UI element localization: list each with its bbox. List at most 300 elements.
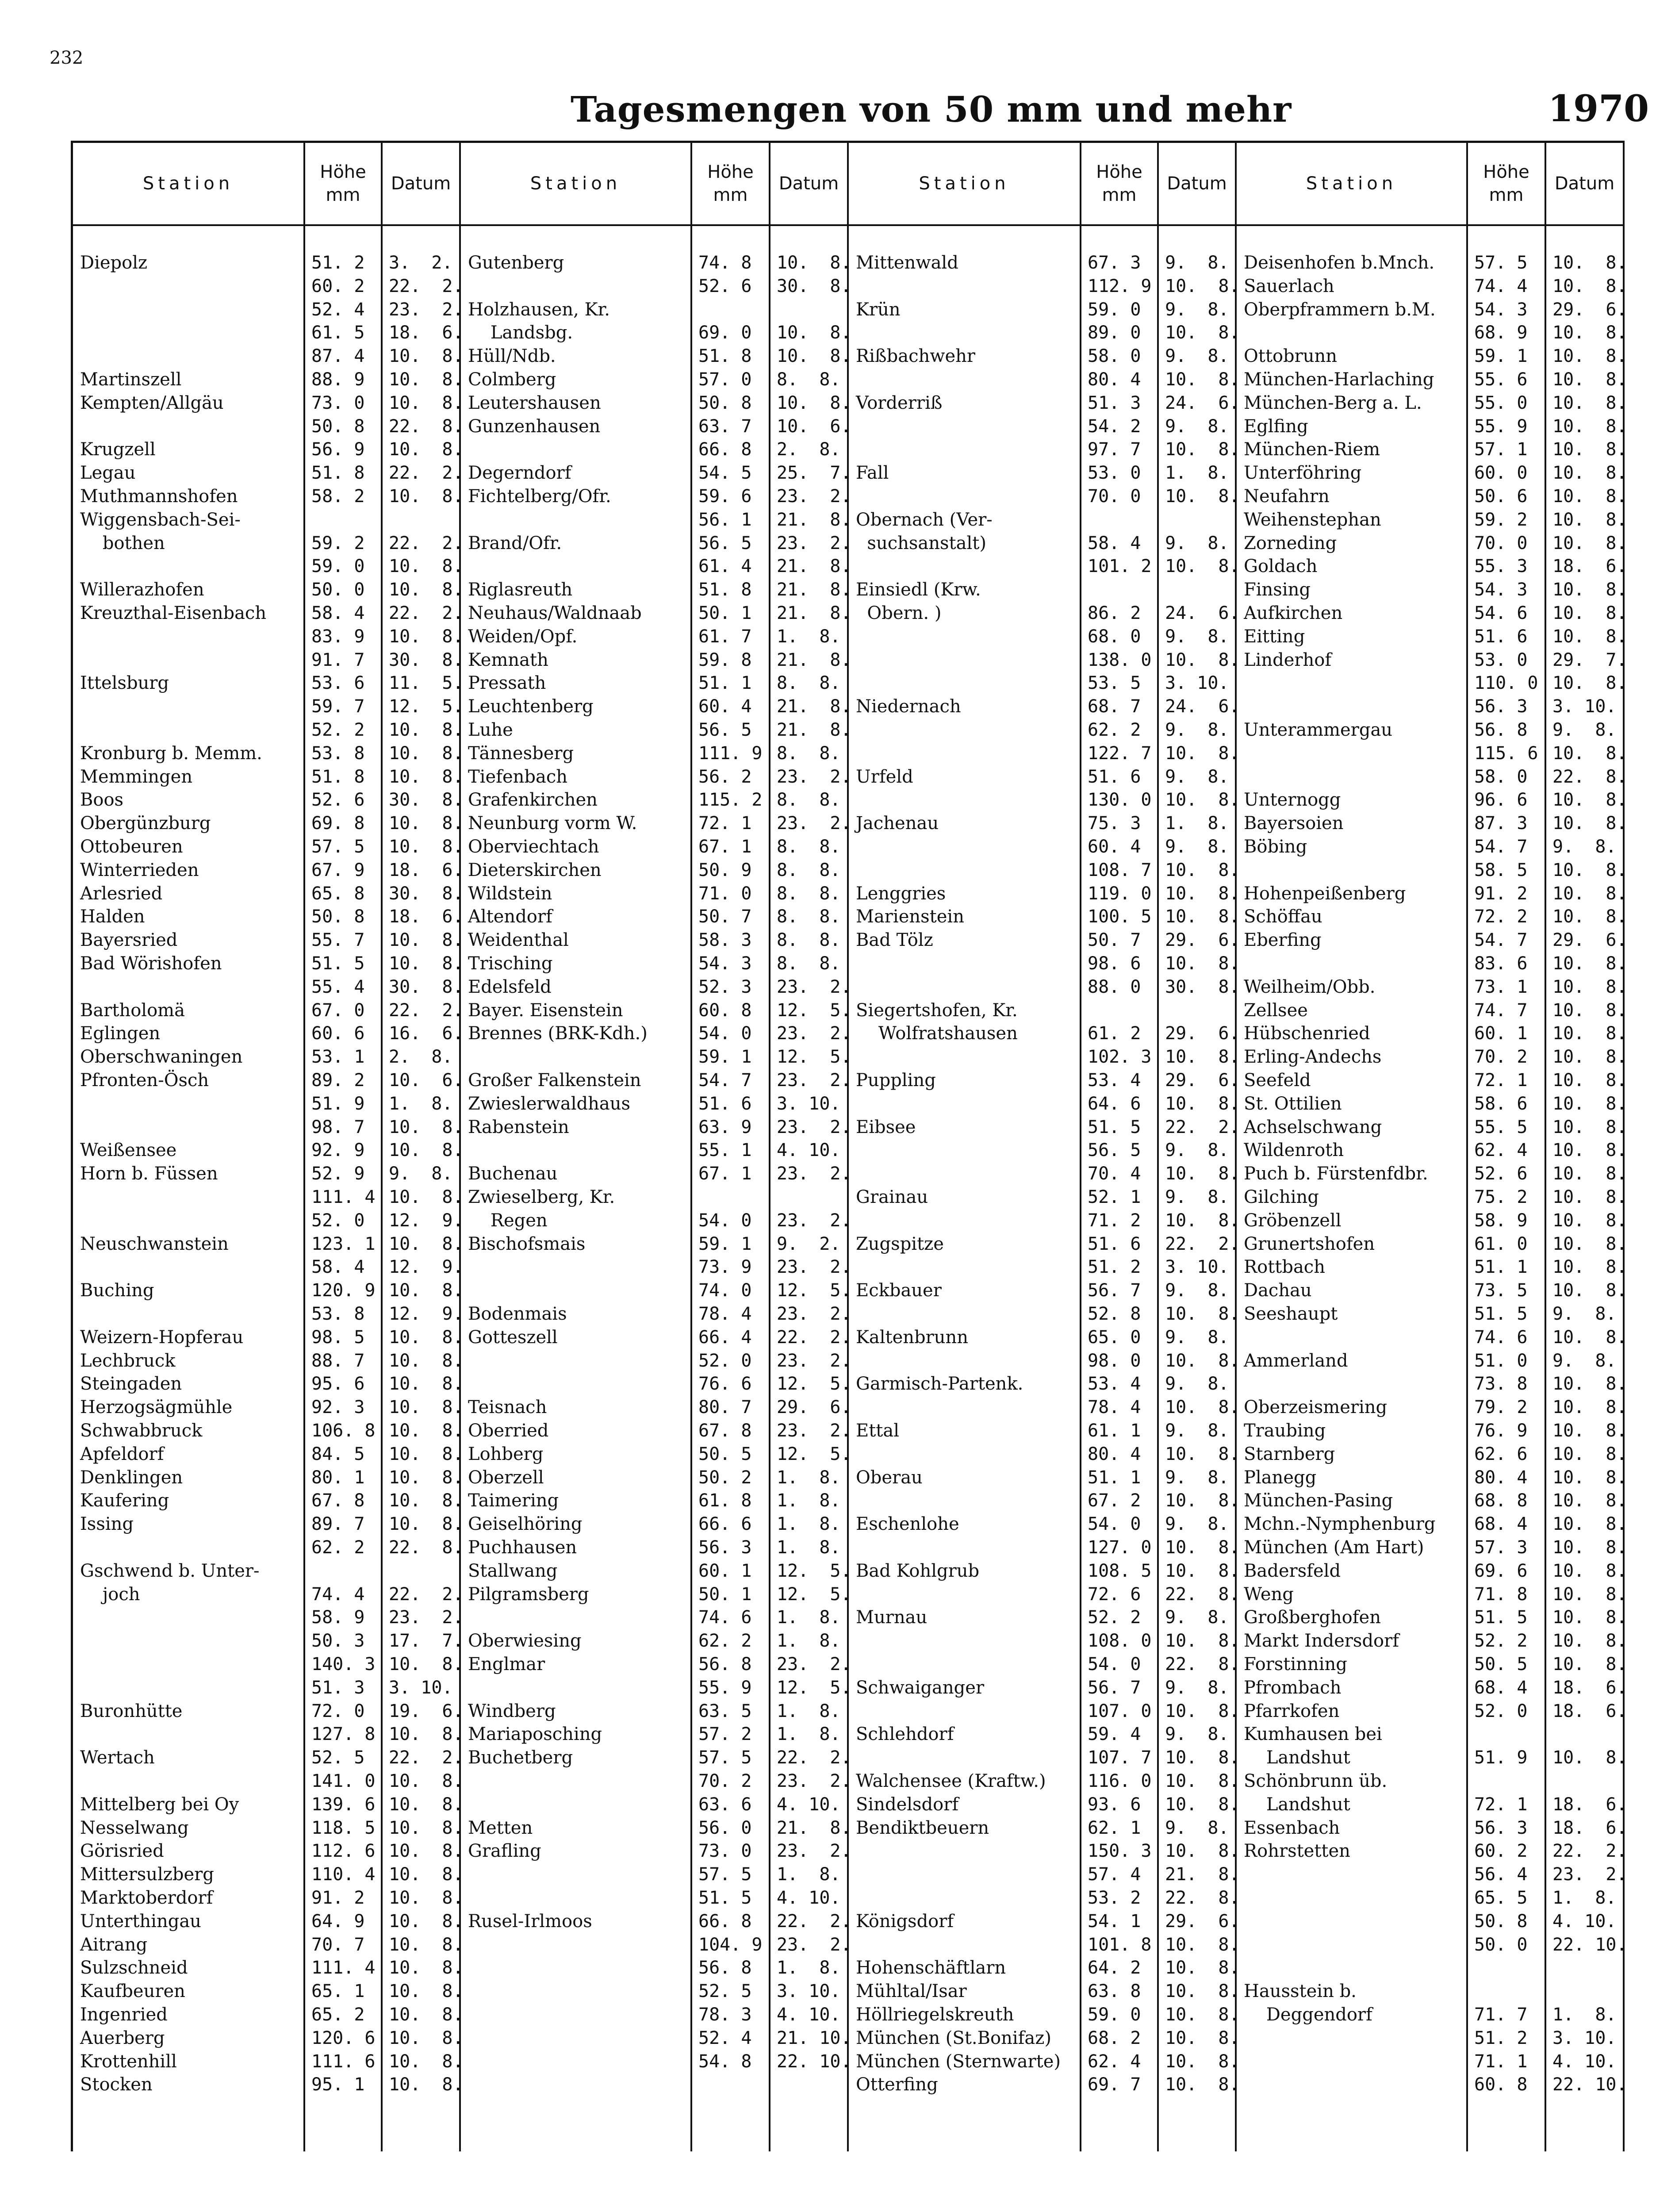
- hoehe-value: 74. 8: [698, 253, 752, 273]
- station-name: Boos: [80, 790, 124, 810]
- hoehe-value: 61. 4: [698, 556, 752, 577]
- datum-value: 10. 8.: [1165, 1981, 1240, 2002]
- datum-value: 3. 10.: [1552, 2028, 1617, 2048]
- datum-value: 8. 8.: [777, 860, 841, 880]
- station-name: Oberwiesing: [468, 1631, 582, 1651]
- station-name: Grafling: [468, 1841, 541, 1862]
- datum-value: 10. 8.: [1165, 2051, 1240, 2072]
- hoehe-value: 122. 7: [1088, 743, 1152, 764]
- station-name: Kempten/Allgäu: [80, 392, 224, 413]
- station-name: Diepolz: [80, 253, 148, 273]
- datum-value: 24. 6.: [1165, 696, 1240, 717]
- datum-value: 10. 8.: [1552, 743, 1627, 764]
- station-name: Otterfing: [856, 2074, 938, 2095]
- station-name: Eglfing: [1244, 416, 1308, 437]
- datum-value: 8. 8.: [777, 930, 841, 951]
- station-name: Wiggensbach-Sei-: [80, 509, 241, 530]
- hoehe-value: 61. 0: [1474, 1233, 1528, 1254]
- station-name: Einsiedl (Krw.: [856, 580, 981, 600]
- datum-value: 10. 8.: [1165, 276, 1240, 296]
- hoehe-value: 55. 4: [311, 976, 365, 997]
- hoehe-value: 54. 1: [1088, 1911, 1141, 1932]
- hoehe-value: 111. 4: [311, 1187, 376, 1207]
- station-name: Pfrombach: [1244, 1677, 1342, 1698]
- station-name: Arlesried: [80, 883, 163, 904]
- datum-value: 9. 8.: [1165, 299, 1229, 320]
- station-name: Schlehdorf: [856, 1724, 954, 1745]
- datum-value: 3. 10.: [1165, 673, 1229, 694]
- hoehe-value: 51. 9: [1474, 1747, 1528, 1768]
- hoehe-value: 52. 3: [698, 976, 752, 997]
- header-hoehe: [305, 143, 381, 224]
- hoehe-value: 73. 9: [698, 1257, 752, 1278]
- header-hoehe-text: Höhe: [707, 162, 754, 182]
- datum-value: 9. 8.: [1165, 346, 1229, 367]
- hoehe-value: 56. 8: [698, 1958, 752, 1978]
- station-name: Deggendorf: [1244, 2005, 1372, 2025]
- hoehe-value: 56. 8: [698, 1654, 752, 1674]
- datum-value: 22. 8.: [1165, 1888, 1240, 1908]
- datum-value: 22. 2.: [389, 533, 464, 553]
- station-name: Seefeld: [1244, 1070, 1311, 1091]
- datum-value: 22. 10.: [1552, 2074, 1627, 2095]
- datum-value: 10. 8.: [1552, 1047, 1627, 1068]
- datum-value: 10. 8.: [1552, 346, 1627, 367]
- station-name: Lohberg: [468, 1444, 544, 1464]
- datum-value: 10. 8.: [1165, 790, 1240, 810]
- hoehe-value: 51. 8: [311, 463, 365, 484]
- datum-value: 10. 8.: [389, 1187, 464, 1207]
- datum-value: 10. 8.: [389, 1327, 464, 1348]
- hoehe-value: 51. 5: [311, 953, 365, 974]
- datum-value: 10. 8.: [389, 1421, 464, 1441]
- datum-value: 10. 8.: [389, 1981, 464, 2002]
- station-name: Böbing: [1244, 837, 1307, 857]
- hoehe-value: 62. 2: [311, 1537, 365, 1558]
- datum-value: 10. 8.: [1165, 1490, 1240, 1511]
- station-name: München-Pasing: [1244, 1490, 1393, 1511]
- hoehe-value: 65. 5: [1474, 1888, 1528, 1908]
- datum-value: 10. 8.: [389, 556, 464, 577]
- datum-value: 10. 8.: [389, 2028, 464, 2048]
- datum-value: 10. 8.: [1552, 253, 1627, 273]
- datum-value: 4. 10.: [777, 1140, 841, 1161]
- datum-value: 10. 8.: [1552, 1070, 1627, 1091]
- hoehe-value: 59. 7: [311, 696, 365, 717]
- hoehe-value: 63. 8: [1088, 1981, 1141, 2002]
- datum-value: 10. 8.: [777, 253, 851, 273]
- datum-value: 10. 8.: [1165, 1350, 1240, 1371]
- datum-value: 18. 6.: [1552, 1677, 1627, 1698]
- datum-value: 22. 2.: [777, 1911, 851, 1932]
- hoehe-value: 70. 2: [698, 1771, 752, 1791]
- hoehe-value: 138. 0: [1088, 649, 1152, 670]
- datum-value: 10. 8.: [389, 1817, 464, 1838]
- hoehe-value: 59. 1: [1474, 346, 1528, 367]
- datum-value: 23. 2.: [777, 1421, 851, 1441]
- station-name: Walchensee (Kraftw.): [856, 1771, 1046, 1791]
- station-name: Weng: [1244, 1584, 1294, 1605]
- datum-value: 9. 8.: [1552, 1350, 1617, 1371]
- datum-value: 10. 8.: [1165, 1841, 1240, 1862]
- hoehe-value: 56. 3: [1474, 696, 1528, 717]
- station-name: Oberzeismering: [1244, 1397, 1388, 1418]
- station-name: Willerazhofen: [80, 580, 204, 600]
- hoehe-value: 67. 1: [698, 837, 752, 857]
- hoehe-value: 116. 0: [1088, 1771, 1152, 1791]
- hoehe-value: 65. 1: [311, 1981, 365, 2002]
- hoehe-value: 55. 5: [1474, 1117, 1528, 1137]
- station-name: München-Harlaching: [1244, 369, 1434, 390]
- hoehe-value: 66. 8: [698, 1911, 752, 1932]
- datum-value: 23. 2.: [777, 1654, 851, 1674]
- datum-value: 10. 8.: [1552, 1374, 1627, 1394]
- datum-value: 3. 10.: [777, 1093, 841, 1114]
- station-name: Pilgramsberg: [468, 1584, 589, 1605]
- hoehe-value: 50. 3: [311, 1631, 365, 1651]
- hoehe-value: 80. 4: [1474, 1467, 1528, 1488]
- hoehe-value: 57. 0: [698, 369, 752, 390]
- datum-value: 10. 8.: [1552, 580, 1627, 600]
- station-name: Buronhütte: [80, 1701, 183, 1721]
- station-name: Buchenau: [468, 1164, 558, 1184]
- hoehe-value: 62. 2: [698, 1631, 752, 1651]
- hoehe-value: 52. 6: [698, 276, 752, 296]
- hoehe-value: 58. 6: [1474, 1093, 1528, 1114]
- hoehe-value: 55. 9: [698, 1677, 752, 1698]
- datum-value: 10. 8.: [1552, 1327, 1627, 1348]
- hoehe-value: 51. 2: [1088, 1257, 1141, 1278]
- datum-value: [1552, 1770, 1563, 1793]
- datum-value: 10. 8.: [1552, 1140, 1627, 1161]
- datum-value: [1552, 1980, 1563, 2003]
- hoehe-value: 107. 0: [1088, 1701, 1152, 1721]
- datum-value: 8. 8.: [777, 673, 841, 694]
- datum-value: 10. 8.: [1165, 1934, 1240, 1955]
- hoehe-value: 62. 6: [1474, 1444, 1528, 1464]
- hoehe-value: 68. 2: [1088, 2028, 1141, 2048]
- station-name: Bayersried: [80, 930, 178, 951]
- datum-value: 10. 8.: [1165, 1771, 1240, 1791]
- hoehe-value: 73. 8: [1474, 1374, 1528, 1394]
- hoehe-value: 57. 5: [698, 1864, 752, 1885]
- datum-value: 22. 8.: [389, 416, 464, 437]
- datum-value: 10. 8.: [777, 392, 851, 413]
- datum-value: 10. 8.: [1552, 1631, 1627, 1651]
- station-name: Eckbauer: [856, 1280, 942, 1301]
- station-name: Dieterskirchen: [468, 860, 602, 880]
- datum-value: 17. 7.: [389, 1631, 464, 1651]
- datum-value: [389, 1559, 399, 1582]
- station-name: Lenggries: [856, 883, 946, 904]
- datum-value: 10. 8.: [1552, 1000, 1627, 1021]
- datum-value: 10. 8.: [1165, 1560, 1240, 1581]
- hoehe-value: 56. 7: [1088, 1677, 1141, 1698]
- station-name: Erling-Andechs: [1244, 1047, 1382, 1068]
- header-hoehe-text: mm: [1102, 185, 1137, 205]
- hoehe-value: 130. 0: [1088, 790, 1152, 810]
- datum-value: 9. 8.: [1165, 1327, 1229, 1348]
- station-name: Lechbruck: [80, 1350, 176, 1371]
- datum-value: 19. 6.: [389, 1701, 464, 1721]
- datum-value: 12. 5.: [777, 1584, 851, 1605]
- datum-value: 10. 8.: [1165, 1397, 1240, 1418]
- hoehe-value: 51. 8: [698, 346, 752, 367]
- station-name: Leuchtenberg: [468, 696, 594, 717]
- hoehe-value: 57. 5: [698, 1747, 752, 1768]
- datum-value: 4. 10.: [777, 1794, 841, 1815]
- datum-value: 8. 8.: [777, 743, 841, 764]
- datum-value: 29. 6.: [1552, 930, 1627, 951]
- hoehe-value: 87. 4: [311, 346, 365, 367]
- station-name: Hübschenried: [1244, 1023, 1370, 1044]
- station-name: Linderhof: [1244, 649, 1332, 670]
- hoehe-value: 140. 3: [311, 1654, 376, 1674]
- datum-value: 9. 8.: [1165, 720, 1229, 740]
- hoehe-value: 51. 5: [1088, 1117, 1141, 1137]
- datum-value: 10. 8.: [1165, 1747, 1240, 1768]
- datum-value: 10. 8.: [1165, 1093, 1240, 1114]
- station-name: Bad Wörishofen: [80, 953, 222, 974]
- station-name: Landsbg.: [468, 323, 573, 343]
- datum-value: 9. 8.: [1165, 1421, 1229, 1441]
- datum-value: 3. 10.: [1165, 1257, 1229, 1278]
- hoehe-value: 51. 8: [698, 580, 752, 600]
- datum-value: 10. 8.: [1165, 906, 1240, 927]
- hoehe-value: 86. 2: [1088, 603, 1141, 623]
- hoehe-value: 115. 2: [698, 790, 763, 810]
- station-name: Auerberg: [80, 2028, 165, 2048]
- station-name: Horn b. Füssen: [80, 1164, 218, 1184]
- hoehe-value: 93. 6: [1088, 1794, 1141, 1815]
- header-hoehe-text: mm: [713, 185, 748, 205]
- precipitation-table: [71, 141, 1625, 2151]
- datum-value: 10. 8.: [1552, 463, 1627, 484]
- hoehe-value: 74. 0: [698, 1280, 752, 1301]
- hoehe-value: 76. 6: [698, 1374, 752, 1394]
- datum-value: 10. 6.: [777, 416, 851, 437]
- hoehe-value: 51. 6: [1474, 626, 1528, 647]
- hoehe-value: 56. 3: [698, 1537, 752, 1558]
- station-name: Krottenhill: [80, 2051, 177, 2072]
- datum-value: 12. 9.: [389, 1210, 464, 1231]
- hoehe-value: 57. 5: [1474, 253, 1528, 273]
- datum-value: 29. 6.: [1165, 1911, 1240, 1932]
- datum-value: [389, 508, 399, 531]
- datum-value: 10. 8.: [389, 1397, 464, 1418]
- datum-value: 9. 8.: [1165, 1187, 1229, 1207]
- datum-value: 10. 8.: [389, 743, 464, 764]
- hoehe-value: 75. 2: [1474, 1187, 1528, 1207]
- hoehe-value: 139. 6: [311, 1794, 376, 1815]
- datum-value: 10. 8.: [389, 1374, 464, 1394]
- hoehe-value: 52. 1: [1088, 1187, 1141, 1207]
- station-name: Unternogg: [1244, 790, 1341, 810]
- station-name: Teisnach: [468, 1397, 547, 1418]
- hoehe-value: 51. 6: [698, 1093, 752, 1114]
- hoehe-value: 67. 8: [698, 1421, 752, 1441]
- station-name: Memmingen: [80, 766, 193, 787]
- page-title: Tagesmengen von 50 mm und mehr: [571, 88, 1292, 130]
- datum-value: 12. 5.: [777, 1374, 851, 1394]
- datum-value: 10. 8.: [389, 2051, 464, 2072]
- datum-value: 10. 8.: [1552, 1257, 1627, 1278]
- hoehe-value: 83. 6: [1474, 953, 1528, 974]
- datum-value: 10. 8.: [1552, 626, 1627, 647]
- datum-value: 30. 8.: [389, 649, 464, 670]
- hoehe-value: 98. 5: [311, 1327, 365, 1348]
- datum-value: 10. 8.: [1552, 1210, 1627, 1231]
- datum-value: 11. 5.: [389, 673, 464, 694]
- datum-value: 10. 8.: [389, 930, 464, 951]
- hoehe-value: 54. 3: [1474, 580, 1528, 600]
- datum-value: 16. 6.: [389, 1023, 464, 1044]
- datum-value: 10. 8.: [1552, 439, 1627, 460]
- datum-value: 9. 8.: [1165, 1724, 1229, 1745]
- datum-value: 10. 8.: [1552, 906, 1627, 927]
- hoehe-value: 62. 2: [1088, 720, 1141, 740]
- station-name: Kronburg b. Memm.: [80, 743, 262, 764]
- datum-value: 21. 8.: [777, 556, 851, 577]
- station-name: Urfeld: [856, 766, 913, 787]
- datum-value: 10. 8.: [389, 486, 464, 507]
- datum-value: 10. 8.: [389, 369, 464, 390]
- hoehe-value: 58. 4: [1088, 533, 1141, 553]
- station-name: Pfarrkofen: [1244, 1701, 1340, 1721]
- station-name: Deisenhofen b.Mnch.: [1244, 253, 1435, 273]
- datum-value: 10. 8.: [1552, 976, 1627, 997]
- hoehe-value: 80. 7: [698, 1397, 752, 1418]
- datum-value: 10. 8.: [1165, 883, 1240, 904]
- hoehe-value: 53. 1: [311, 1047, 365, 1068]
- station-name: Eberfing: [1244, 930, 1322, 951]
- station-name: München (St.Bonifaz): [856, 2028, 1051, 2048]
- hoehe-value: 70. 7: [311, 1934, 365, 1955]
- station-name: Ammerland: [1244, 1350, 1348, 1371]
- station-name: Nesselwang: [80, 1817, 189, 1838]
- datum-value: 10. 8.: [389, 813, 464, 834]
- datum-value: 1. 8.: [1552, 1888, 1617, 1908]
- hoehe-value: 58. 0: [1088, 346, 1141, 367]
- station-name: Achselschwang: [1244, 1117, 1382, 1137]
- station-name: Zwieslerwaldhaus: [468, 1093, 630, 1114]
- hoehe-value: 52. 9: [311, 1164, 365, 1184]
- station-name: Schwabbruck: [80, 1421, 203, 1441]
- station-name: Luhe: [468, 720, 513, 740]
- station-name: Gutenberg: [468, 253, 564, 273]
- datum-value: 1. 8.: [777, 1514, 841, 1535]
- hoehe-value: 78. 4: [1088, 1397, 1141, 1418]
- station-name: Edelsfeld: [468, 976, 552, 997]
- datum-value: 9. 8.: [1165, 1514, 1229, 1535]
- hoehe-value: 69. 0: [698, 323, 752, 343]
- station-name: Legau: [80, 463, 136, 484]
- hoehe-value: 50. 5: [698, 1444, 752, 1464]
- datum-value: 22. 2.: [389, 1747, 464, 1768]
- datum-value: 10. 8.: [1165, 323, 1240, 343]
- datum-value: [1165, 578, 1176, 601]
- datum-value: 23. 2.: [777, 1117, 851, 1137]
- hoehe-value: 51. 9: [311, 1093, 365, 1114]
- station-name: Brand/Ofr.: [468, 533, 562, 553]
- station-name: Dachau: [1244, 1280, 1312, 1301]
- station-name: Gunzenhausen: [468, 416, 601, 437]
- hoehe-value: 56. 2: [698, 766, 752, 787]
- datum-value: 10. 8.: [1552, 1444, 1627, 1464]
- station-name: Eschenlohe: [856, 1514, 959, 1535]
- station-name: Halden: [80, 906, 145, 927]
- datum-value: [1165, 999, 1176, 1022]
- datum-value: 8. 8.: [777, 837, 841, 857]
- hoehe-value: 50. 6: [1474, 486, 1528, 507]
- datum-value: 22. 10.: [1552, 1934, 1627, 1955]
- hoehe-value: 91. 2: [1474, 883, 1528, 904]
- hoehe-value: 56. 5: [698, 533, 752, 553]
- datum-value: 4. 10.: [777, 2005, 841, 2025]
- datum-value: 10. 8.: [389, 1934, 464, 1955]
- datum-value: 9. 8.: [1165, 1374, 1229, 1394]
- datum-value: 8. 8.: [777, 883, 841, 904]
- hoehe-value: 59. 0: [1088, 299, 1141, 320]
- datum-value: 29. 6.: [1552, 299, 1627, 320]
- hoehe-value: 108. 0: [1088, 1631, 1152, 1651]
- station-name: Weizern-Hopferau: [80, 1327, 244, 1348]
- hoehe-value: 127. 0: [1088, 1537, 1152, 1558]
- datum-value: 23. 2.: [777, 1023, 851, 1044]
- hoehe-value: 68. 8: [1474, 1490, 1528, 1511]
- hoehe-value: 64. 2: [1088, 1958, 1141, 1978]
- datum-value: 10. 8.: [1165, 556, 1240, 577]
- datum-value: 9. 8.: [1165, 253, 1229, 273]
- datum-value: 10. 8.: [389, 766, 464, 787]
- datum-value: 21. 10.: [777, 2028, 851, 2048]
- hoehe-value: 51. 1: [1088, 1467, 1141, 1488]
- station-name: Görisried: [80, 1841, 164, 1862]
- datum-value: 30. 8.: [777, 276, 851, 296]
- station-name: Fall: [856, 463, 889, 484]
- hoehe-value: 59. 0: [1088, 2005, 1141, 2025]
- station-name: Markt Indersdorf: [1244, 1631, 1399, 1651]
- hoehe-value: 67. 9: [311, 860, 365, 880]
- hoehe-value: 66. 4: [698, 1327, 752, 1348]
- hoehe-value: 68. 0: [1088, 626, 1141, 647]
- hoehe-value: 51. 2: [311, 253, 365, 273]
- hoehe-value: 50. 9: [698, 860, 752, 880]
- datum-value: 10. 8.: [1552, 1117, 1627, 1137]
- hoehe-value: 50. 0: [311, 580, 365, 600]
- datum-value: 12. 5.: [389, 696, 464, 717]
- hoehe-value: 127. 8: [311, 1724, 376, 1745]
- station-name: Goldach: [1244, 556, 1318, 577]
- hoehe-value: 52. 5: [698, 1981, 752, 2002]
- datum-value: 8. 8.: [777, 953, 841, 974]
- datum-value: 10. 8.: [389, 439, 464, 460]
- hoehe-value: 57. 1: [1474, 439, 1528, 460]
- station-name: Bad Tölz: [856, 930, 933, 951]
- hoehe-value: 88. 7: [311, 1350, 365, 1371]
- datum-value: 22. 2.: [389, 1000, 464, 1021]
- station-name: Niedernach: [856, 696, 961, 717]
- datum-value: 24. 6.: [1165, 603, 1240, 623]
- hoehe-value: 141. 0: [311, 1771, 376, 1791]
- hoehe-value: 71. 8: [1474, 1584, 1528, 1605]
- column-rule: [381, 143, 383, 2151]
- page-number: 232: [50, 48, 84, 68]
- hoehe-value: 60. 1: [1474, 1023, 1528, 1044]
- hoehe-value: 80. 4: [1088, 1444, 1141, 1464]
- datum-value: 9. 8.: [1165, 1140, 1229, 1161]
- datum-value: 10. 8.: [1552, 1514, 1627, 1535]
